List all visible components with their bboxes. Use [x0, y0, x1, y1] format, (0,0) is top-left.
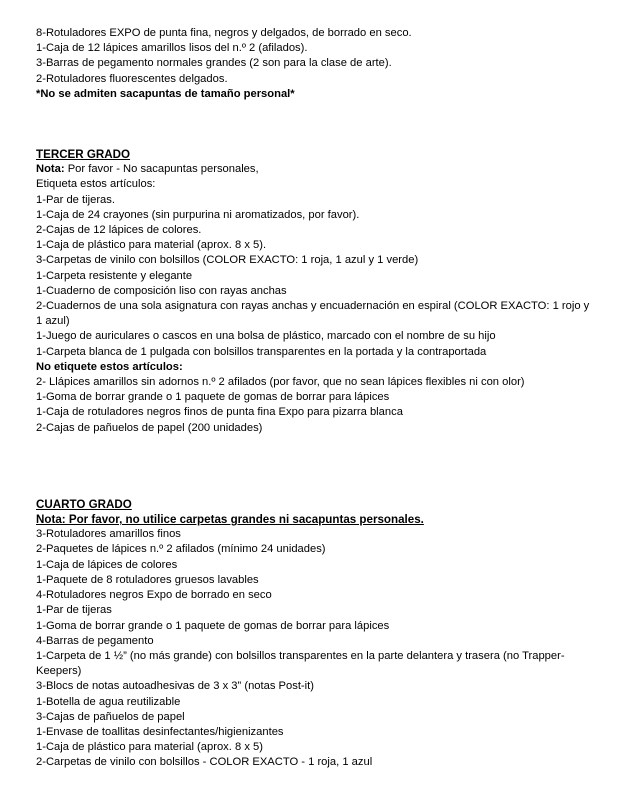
list-item: 1-Caja de plástico para material (aprox. 8 x 5) — [36, 741, 263, 754]
list-item: 1-Caja de plástico para material (aprox. 8 x 5). — [36, 239, 267, 252]
list-item: 1-Goma de borrar grande o 1 paquete de gomas de borrar para lápices — [36, 619, 390, 632]
list-item: 3-Carpetas de vinilo con bolsillos (COLOR EXACTO: 1 roja, 1 azul y 1 verde) — [36, 254, 419, 267]
tercer-grado-section — [36, 147, 596, 436]
note-label: Nota: — [36, 163, 65, 176]
list-item: 3-Cajas de pañuelos de papel — [36, 710, 185, 723]
list-item: 1-Caja de rotuladores negros finos de punta fina Expo para pizarra blanca — [36, 406, 403, 419]
note-text: Por favor - No sacapuntas personales, — [64, 163, 259, 176]
label-intro: Etiqueta estos artículos: — [36, 178, 156, 191]
list-item: 4-Rotuladores negros Expo de borrado en seco — [36, 589, 272, 602]
list-item: 2-Cajas de 12 lápices de colores. — [36, 224, 202, 237]
list-item: 3-Rotuladores amarillos finos — [36, 528, 181, 541]
list-item: 1-Carpeta blanca de 1 pulgada con bolsillos transparentes en la portada y la contraportada — [36, 345, 487, 358]
list-item: 1-Caja de lápices de colores — [36, 558, 178, 571]
list-item: 8-Rotuladores EXPO de punta fina, negros y delgados, de borrado en seco. — [36, 27, 412, 39]
list-item: 3-Barras de pegamento normales grandes (2 son para la clase de arte). — [36, 57, 392, 70]
list-item: 2- Llápices amarillos sin adornos n.º 2 afilados (por favor, que no sean lápices flexibles ni con olor) — [36, 376, 525, 389]
prev-section — [36, 26, 596, 102]
list-item: 1-Caja de 12 lápices amarillos lisos del n.º 2 (afilados). — [36, 42, 308, 55]
sharpener-note: *No se admiten sacapuntas de tamaño personal* — [36, 87, 295, 100]
list-item: 1-Par de tijeras — [36, 604, 112, 617]
section-spacer — [36, 102, 596, 147]
section-heading: CUARTO GRADO — [36, 497, 132, 511]
list-item: 2-Paquetes de lápices n.º 2 afilados (mínimo 24 unidades) — [36, 543, 326, 556]
list-item: 3-Blocs de notas autoadhesivas de 3 x 3” (notas Post-it) — [36, 680, 314, 693]
list-item: 2-Cuadernos de una sola asignatura con rayas anchas y encuadernación en espiral (COLOR EXACTO: 1 rojo y 1 azul) — [36, 300, 590, 328]
note-line — [36, 162, 596, 177]
list-item: 2-Carpetas de vinilo con bolsillos - COLOR EXACTO - 1 roja, 1 azul — [36, 756, 373, 769]
list-item: 1-Cuaderno de composición liso con rayas anchas — [36, 284, 287, 297]
unlabeled-intro: No etiquete estos artículos: — [36, 360, 183, 373]
list-item: 1-Juego de auriculares o cascos en una bolsa de plástico, marcado con el nombre de su hijo — [36, 330, 496, 343]
note-line: Nota: Por favor, no utilice carpetas grandes ni sacapuntas personales. — [36, 513, 424, 527]
list-item: 2-Cajas de pañuelos de papel (200 unidades) — [36, 421, 263, 434]
list-item: 1-Carpeta de 1 ½” (no más grande) con bolsillos transparentes en la parte delantera y trasera (no Trapper-Keepers) — [36, 649, 565, 678]
list-item: 1-Par de tijeras. — [36, 193, 115, 206]
list-item: 1-Caja de 24 crayones (sin purpurina ni aromatizados, por favor). — [36, 208, 360, 221]
list-item: 1-Carpeta resistente y elegante — [36, 269, 193, 282]
list-item: 4-Barras de pegamento — [36, 634, 154, 647]
list-item: 1-Botella de agua reutilizable — [36, 695, 181, 708]
list-item: 1-Envase de toallitas desinfectantes/higienizantes — [36, 725, 284, 738]
cuarto-grado-section — [36, 497, 596, 771]
document-page — [36, 26, 596, 771]
section-heading: TERCER GRADO — [36, 148, 131, 162]
section-spacer — [36, 436, 596, 497]
list-item: 2-Rotuladores fluorescentes delgados. — [36, 72, 228, 85]
list-item: 1-Goma de borrar grande o 1 paquete de gomas de borrar para lápices — [36, 391, 390, 404]
list-item: 1-Paquete de 8 rotuladores gruesos lavables — [36, 573, 259, 586]
